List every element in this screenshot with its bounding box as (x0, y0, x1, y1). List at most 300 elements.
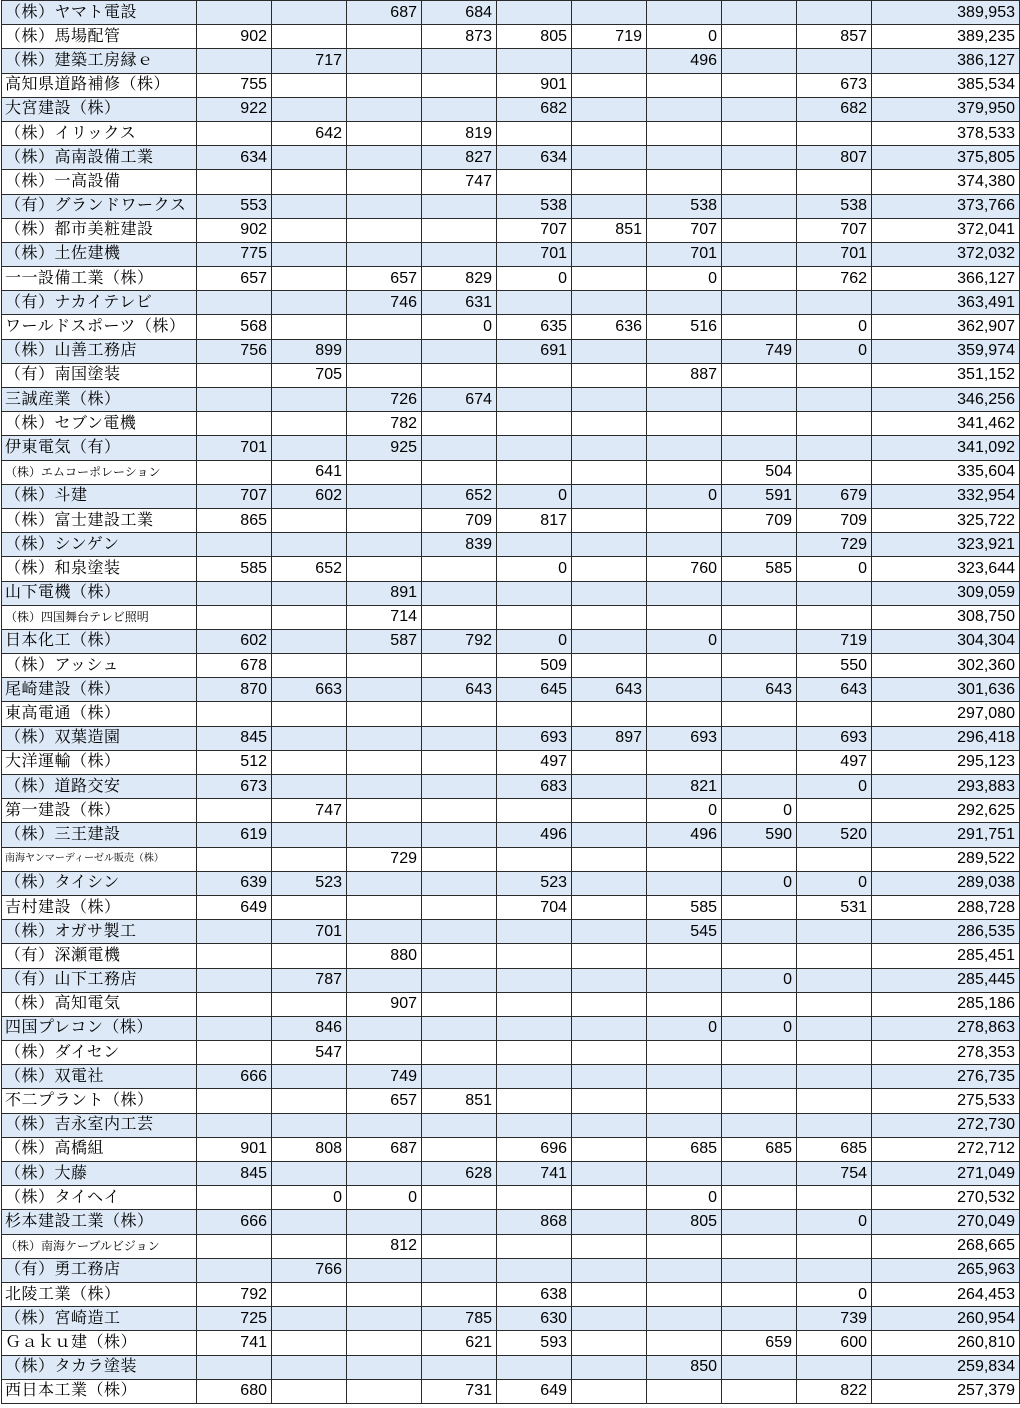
score-cell: 685 (647, 1137, 722, 1161)
score-cell (197, 1089, 272, 1113)
score-cell (572, 412, 647, 436)
score-cell: 663 (272, 678, 347, 702)
score-cell (647, 1041, 722, 1065)
table-row (2, 484, 1020, 508)
score-cell: 645 (497, 678, 572, 702)
score-cell (572, 73, 647, 97)
score-cell (497, 533, 572, 557)
score-cell: 687 (347, 1, 422, 25)
score-cell (797, 1089, 872, 1113)
score-cell (347, 1041, 422, 1065)
score-cell (197, 1234, 272, 1258)
score-cell (347, 920, 422, 944)
score-cell: 755 (197, 73, 272, 97)
company-name-cell: （株）ダイセン (2, 1041, 197, 1065)
table-row (2, 799, 1020, 823)
table-row (2, 339, 1020, 363)
score-cell (722, 1355, 797, 1379)
score-cell (422, 557, 497, 581)
score-cell (422, 702, 497, 726)
score-cell: 0 (347, 1186, 422, 1210)
score-cell (197, 920, 272, 944)
table-row (2, 1041, 1020, 1065)
score-cell: 0 (722, 871, 797, 895)
total-cell: 351,152 (872, 363, 1020, 387)
table-row (2, 1379, 1020, 1403)
table-row (2, 968, 1020, 992)
table-row (2, 1016, 1020, 1040)
score-cell: 0 (797, 1210, 872, 1234)
total-cell: 373,766 (872, 194, 1020, 218)
score-cell: 523 (272, 871, 347, 895)
company-name-cell: 一一設備工業（株） (2, 267, 197, 291)
score-cell (422, 460, 497, 484)
score-cell (272, 1307, 347, 1331)
score-cell (422, 1234, 497, 1258)
score-cell: 649 (497, 1379, 572, 1403)
table-row (2, 1234, 1020, 1258)
score-cell: 630 (497, 1307, 572, 1331)
score-cell: 845 (197, 726, 272, 750)
score-cell: 678 (197, 654, 272, 678)
score-cell (572, 605, 647, 629)
score-cell (572, 194, 647, 218)
score-cell (422, 1210, 497, 1234)
score-cell: 747 (272, 799, 347, 823)
score-cell (422, 412, 497, 436)
score-cell (422, 895, 497, 919)
score-cell (722, 992, 797, 1016)
score-cell: 782 (347, 412, 422, 436)
score-cell: 741 (497, 1162, 572, 1186)
score-cell (347, 775, 422, 799)
score-cell: 707 (497, 218, 572, 242)
score-cell (572, 847, 647, 871)
score-cell: 683 (497, 775, 572, 799)
total-cell: 272,712 (872, 1137, 1020, 1161)
total-cell: 278,863 (872, 1016, 1020, 1040)
score-cell (797, 799, 872, 823)
score-cell: 880 (347, 944, 422, 968)
score-cell (722, 412, 797, 436)
score-cell: 887 (647, 363, 722, 387)
score-cell: 714 (347, 605, 422, 629)
score-cell (347, 1282, 422, 1306)
score-cell (272, 581, 347, 605)
score-cell (797, 847, 872, 871)
contractor-score-table (1, 0, 1020, 1404)
score-cell: 547 (272, 1041, 347, 1065)
score-cell: 729 (347, 847, 422, 871)
score-cell: 585 (722, 557, 797, 581)
table-row (2, 1065, 1020, 1089)
score-cell: 0 (797, 339, 872, 363)
score-cell (422, 654, 497, 678)
score-cell: 0 (647, 25, 722, 49)
score-cell: 719 (572, 25, 647, 49)
score-cell: 709 (422, 508, 497, 532)
score-cell (722, 1162, 797, 1186)
score-cell (647, 1307, 722, 1331)
company-name-cell: （株）双葉造園 (2, 726, 197, 750)
table-row (2, 267, 1020, 291)
score-cell (272, 1379, 347, 1403)
company-name-cell: （株）道路交安 (2, 775, 197, 799)
score-cell (572, 1379, 647, 1403)
company-name-cell: 四国プレコン（株） (2, 1016, 197, 1040)
company-name-cell: （株）アッシュ (2, 654, 197, 678)
table-row (2, 388, 1020, 412)
score-cell (722, 775, 797, 799)
table-row (2, 920, 1020, 944)
score-cell: 717 (272, 49, 347, 73)
table-row (2, 97, 1020, 121)
score-cell: 817 (497, 508, 572, 532)
score-cell: 812 (347, 1234, 422, 1258)
score-cell (722, 750, 797, 774)
score-cell (347, 726, 422, 750)
score-cell (497, 1, 572, 25)
score-cell (572, 944, 647, 968)
score-cell (422, 436, 497, 460)
score-cell: 635 (497, 315, 572, 339)
score-cell: 634 (497, 146, 572, 170)
score-cell (647, 533, 722, 557)
table-row (2, 533, 1020, 557)
score-cell (722, 1307, 797, 1331)
score-cell: 897 (572, 726, 647, 750)
score-cell (647, 291, 722, 315)
score-cell (647, 1282, 722, 1306)
total-cell: 257,379 (872, 1379, 1020, 1403)
score-cell (572, 1258, 647, 1282)
total-cell: 289,038 (872, 871, 1020, 895)
score-cell (572, 1282, 647, 1306)
score-cell: 631 (422, 291, 497, 315)
score-cell (422, 847, 497, 871)
score-cell (197, 291, 272, 315)
score-cell (647, 170, 722, 194)
company-name-cell: Ｇａｋｕ建（株） (2, 1331, 197, 1355)
score-cell (797, 460, 872, 484)
score-cell: 591 (722, 484, 797, 508)
company-name-cell: （株）タカラ塗装 (2, 1355, 197, 1379)
total-cell: 374,380 (872, 170, 1020, 194)
score-cell (272, 412, 347, 436)
score-cell (197, 944, 272, 968)
score-cell (572, 388, 647, 412)
score-cell: 851 (572, 218, 647, 242)
table-row (2, 944, 1020, 968)
score-cell (197, 121, 272, 145)
score-cell (572, 654, 647, 678)
score-cell (797, 920, 872, 944)
score-cell (572, 1162, 647, 1186)
total-cell: 276,735 (872, 1065, 1020, 1089)
score-cell (722, 581, 797, 605)
table-row (2, 1258, 1020, 1282)
score-cell (647, 992, 722, 1016)
score-cell: 0 (497, 629, 572, 653)
score-cell (272, 25, 347, 49)
company-name-cell: 大宮建設（株） (2, 97, 197, 121)
score-cell (722, 1258, 797, 1282)
score-cell (647, 146, 722, 170)
score-cell (197, 1113, 272, 1137)
score-cell (797, 363, 872, 387)
score-cell (347, 895, 422, 919)
score-cell (422, 605, 497, 629)
company-name-cell: 大洋運輸（株） (2, 750, 197, 774)
score-cell (572, 1331, 647, 1355)
score-cell (497, 1234, 572, 1258)
score-cell (272, 1210, 347, 1234)
score-cell: 0 (647, 267, 722, 291)
total-cell: 346,256 (872, 388, 1020, 412)
score-cell: 652 (422, 484, 497, 508)
score-cell (722, 218, 797, 242)
score-cell (197, 1258, 272, 1282)
score-cell: 873 (422, 25, 497, 49)
table-row (2, 460, 1020, 484)
score-cell (797, 1041, 872, 1065)
score-cell: 553 (197, 194, 272, 218)
score-cell: 680 (197, 1379, 272, 1403)
score-cell (497, 1258, 572, 1282)
score-cell: 638 (497, 1282, 572, 1306)
score-cell: 704 (497, 895, 572, 919)
company-name-cell: （株）建築工房縁ｅ (2, 49, 197, 73)
score-cell (197, 1186, 272, 1210)
total-cell: 296,418 (872, 726, 1020, 750)
score-cell (347, 1016, 422, 1040)
score-cell: 792 (422, 629, 497, 653)
table-row (2, 678, 1020, 702)
score-cell (497, 992, 572, 1016)
score-cell: 925 (347, 436, 422, 460)
score-cell (722, 194, 797, 218)
score-cell (197, 847, 272, 871)
score-cell (572, 871, 647, 895)
score-cell: 0 (497, 267, 572, 291)
score-cell (497, 1113, 572, 1137)
score-cell: 760 (647, 557, 722, 581)
score-cell: 857 (797, 25, 872, 49)
score-cell (722, 1379, 797, 1403)
score-cell (722, 654, 797, 678)
score-cell (722, 605, 797, 629)
score-cell (572, 267, 647, 291)
score-cell: 0 (722, 799, 797, 823)
score-cell (497, 412, 572, 436)
score-cell (572, 1113, 647, 1137)
score-cell (497, 436, 572, 460)
total-cell: 275,533 (872, 1089, 1020, 1113)
score-cell (272, 605, 347, 629)
score-cell (572, 436, 647, 460)
score-cell (197, 1016, 272, 1040)
score-cell (797, 1, 872, 25)
score-cell: 701 (197, 436, 272, 460)
score-cell (572, 121, 647, 145)
score-cell (272, 315, 347, 339)
table-body (2, 1, 1020, 1404)
score-cell: 865 (197, 508, 272, 532)
total-cell: 292,625 (872, 799, 1020, 823)
total-cell: 323,644 (872, 557, 1020, 581)
score-cell (497, 1016, 572, 1040)
table-row (2, 25, 1020, 49)
score-cell (422, 726, 497, 750)
score-cell (347, 750, 422, 774)
score-cell (722, 1234, 797, 1258)
score-cell: 621 (422, 1331, 497, 1355)
total-cell: 268,665 (872, 1234, 1020, 1258)
score-cell: 901 (197, 1137, 272, 1161)
score-cell: 868 (497, 1210, 572, 1234)
score-cell (347, 25, 422, 49)
score-cell: 0 (797, 557, 872, 581)
score-cell (422, 73, 497, 97)
score-cell (422, 823, 497, 847)
score-cell (722, 726, 797, 750)
score-cell (422, 1282, 497, 1306)
table-row (2, 363, 1020, 387)
score-cell (572, 1089, 647, 1113)
score-cell: 587 (347, 629, 422, 653)
score-cell: 643 (797, 678, 872, 702)
score-cell: 538 (797, 194, 872, 218)
score-cell (197, 388, 272, 412)
score-cell (722, 533, 797, 557)
score-cell: 585 (197, 557, 272, 581)
score-cell: 746 (347, 291, 422, 315)
total-cell: 288,728 (872, 895, 1020, 919)
score-cell (647, 412, 722, 436)
score-cell (722, 49, 797, 73)
score-cell: 822 (797, 1379, 872, 1403)
score-cell: 0 (272, 1186, 347, 1210)
total-cell: 302,360 (872, 654, 1020, 678)
score-cell (647, 944, 722, 968)
score-cell (272, 1162, 347, 1186)
table-row (2, 605, 1020, 629)
score-cell (722, 170, 797, 194)
score-cell: 568 (197, 315, 272, 339)
table-row (2, 1113, 1020, 1137)
score-cell: 0 (722, 1016, 797, 1040)
score-cell: 666 (197, 1210, 272, 1234)
score-cell (572, 291, 647, 315)
score-cell: 538 (647, 194, 722, 218)
score-cell (572, 533, 647, 557)
score-cell: 741 (197, 1331, 272, 1355)
score-cell (647, 847, 722, 871)
table-row (2, 847, 1020, 871)
score-cell: 731 (422, 1379, 497, 1403)
table-row (2, 823, 1020, 847)
score-cell (272, 508, 347, 532)
score-cell (272, 73, 347, 97)
score-cell: 657 (197, 267, 272, 291)
score-cell: 749 (347, 1065, 422, 1089)
total-cell: 304,304 (872, 629, 1020, 653)
score-cell: 0 (647, 799, 722, 823)
company-name-cell: （株）高南設備工業 (2, 146, 197, 170)
score-cell (797, 1355, 872, 1379)
score-cell (347, 823, 422, 847)
score-cell (647, 1113, 722, 1137)
score-cell (422, 363, 497, 387)
score-cell: 775 (197, 242, 272, 266)
score-cell: 705 (272, 363, 347, 387)
score-cell: 0 (797, 1282, 872, 1306)
score-cell: 829 (422, 267, 497, 291)
company-name-cell: 三誠産業（株） (2, 388, 197, 412)
score-cell: 747 (422, 170, 497, 194)
score-cell (572, 363, 647, 387)
total-cell: 309,059 (872, 581, 1020, 605)
score-cell (647, 339, 722, 363)
company-name-cell: （株）ヤマト電設 (2, 1, 197, 25)
score-cell: 602 (272, 484, 347, 508)
score-cell (722, 363, 797, 387)
company-name-cell: （株）四国舞台テレビ照明 (2, 605, 197, 629)
company-name-cell: （株）和泉塗装 (2, 557, 197, 581)
score-cell (647, 436, 722, 460)
score-cell (647, 73, 722, 97)
score-cell (572, 1186, 647, 1210)
score-cell (497, 702, 572, 726)
score-cell (197, 1355, 272, 1379)
score-cell (572, 629, 647, 653)
table-row (2, 702, 1020, 726)
company-name-cell: 山下電機（株） (2, 581, 197, 605)
score-cell: 805 (497, 25, 572, 49)
company-name-cell: （株）南海ケーブルビジョン (2, 1234, 197, 1258)
score-cell: 701 (647, 242, 722, 266)
score-cell (422, 339, 497, 363)
total-cell: 389,953 (872, 1, 1020, 25)
score-cell (422, 1041, 497, 1065)
score-cell (272, 146, 347, 170)
score-cell: 846 (272, 1016, 347, 1040)
score-cell (497, 460, 572, 484)
company-name-cell: （株）イリックス (2, 121, 197, 145)
score-cell: 666 (197, 1065, 272, 1089)
score-cell: 701 (272, 920, 347, 944)
score-cell (797, 291, 872, 315)
company-name-cell: 北陵工業（株） (2, 1282, 197, 1306)
score-cell (797, 1065, 872, 1089)
table-row (2, 146, 1020, 170)
score-cell (722, 944, 797, 968)
score-cell (272, 218, 347, 242)
score-cell: 719 (797, 629, 872, 653)
score-cell (197, 1041, 272, 1065)
score-cell (722, 1, 797, 25)
company-name-cell: 吉村建設（株） (2, 895, 197, 919)
score-cell: 496 (647, 823, 722, 847)
score-cell (572, 49, 647, 73)
company-name-cell: （株）大藤 (2, 1162, 197, 1186)
score-cell: 907 (347, 992, 422, 1016)
score-cell (797, 121, 872, 145)
score-cell (572, 1210, 647, 1234)
total-cell: 272,730 (872, 1113, 1020, 1137)
score-cell (572, 557, 647, 581)
score-cell (347, 1331, 422, 1355)
